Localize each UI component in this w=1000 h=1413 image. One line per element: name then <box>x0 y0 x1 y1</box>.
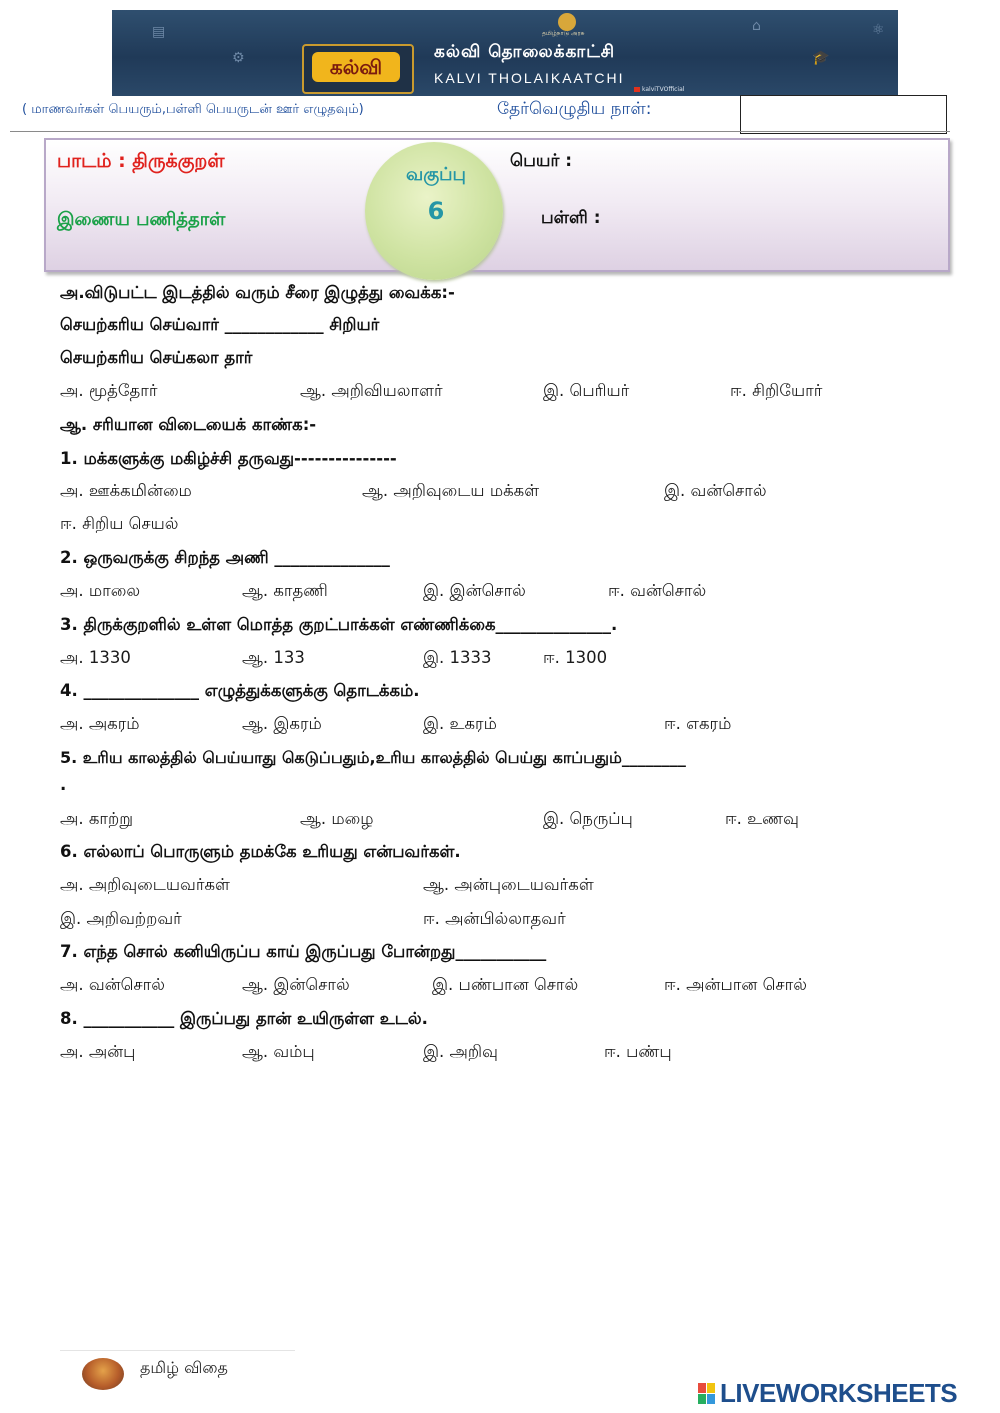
answer-option[interactable]: ஆ. இகரம் <box>242 714 322 733</box>
answer-option[interactable]: ஆ. அன்புடையவர்கள் <box>423 875 594 894</box>
divider <box>10 131 950 132</box>
section-b-heading: ஆ. சரியான விடையைக் காண்க:- <box>60 415 317 434</box>
question-5: 5. உரிய காலத்தில் பெய்யாது கெடுப்பதும்,உரிய காலத்தில் பெய்து காப்பதும்________ <box>60 748 686 767</box>
answer-option[interactable]: ஈ. பண்பு <box>604 1042 672 1061</box>
class-label: வகுப்பு <box>406 164 466 185</box>
youtube-icon <box>634 87 640 92</box>
author-name: தமிழ் விதை <box>140 1358 228 1377</box>
drag-option[interactable]: ஆ. அறிவியலாளர் <box>300 381 443 400</box>
answer-option[interactable]: அ. அகரம் <box>60 714 140 733</box>
exam-date-label: தேர்வெழுதிய நாள்: <box>497 99 652 119</box>
student-name-label: பெயர் : <box>510 151 573 171</box>
drag-option[interactable]: இ. பெரியர் <box>543 381 630 400</box>
instruction-text: ( மாணவர்கள் பெயரும்,பள்ளி பெயருடன் ஊர் எழுதவும்) <box>22 102 364 117</box>
question-6: 6. எல்லாப் பொருளும் தமக்கே உரியது என்பவர்கள். <box>60 842 461 861</box>
kalvi-logo <box>302 44 414 94</box>
school-icon: ⌂ <box>752 18 761 34</box>
answer-option[interactable]: இ. நெருப்பு <box>543 809 633 828</box>
answer-option[interactable]: இ. உகரம் <box>423 714 497 733</box>
answer-option[interactable]: ஆ. மழை <box>300 809 374 828</box>
question-3: 3. திருக்குறளில் உள்ள மொத்த குறட்பாக்கள் எண்ணிக்கை______________. <box>60 615 618 634</box>
answer-option[interactable]: இ. அறிவு <box>423 1042 498 1061</box>
answer-option[interactable]: அ. மாலை <box>60 581 141 600</box>
question-2: 2. ஒருவருக்கு சிறந்த அணி ______________ <box>60 548 390 567</box>
banner-title-english: KALVI THOLAIKAATCHI <box>434 70 625 86</box>
class-number: 6 <box>427 197 445 225</box>
book-icon: ▤ <box>152 24 166 40</box>
banner-title-tamil: கல்வி தொலைக்காட்சி <box>434 42 616 62</box>
youtube-handle: kalviTVOfficial <box>642 86 685 93</box>
question-4: 4. ______________ எழுத்துக்களுக்கு தொடக்கம். <box>60 681 420 700</box>
answer-option[interactable]: இ. பண்பான சொல் <box>432 975 579 994</box>
question-8: 8. ___________ இருப்பது தான் உயிருள்ள உடல். <box>60 1009 428 1028</box>
answer-option[interactable]: இ. இன்சொல் <box>423 581 526 600</box>
kalvi-logo-text: கல்வி <box>312 52 400 82</box>
gear-icon: ⚙ <box>232 50 245 66</box>
liveworksheets-logo-icon <box>698 1383 716 1405</box>
answer-option[interactable]: ஈ. உணவு <box>725 809 799 828</box>
answer-option[interactable]: ஈ. எகரம் <box>664 714 732 733</box>
answer-option[interactable]: அ. ஊக்கமின்மை <box>60 481 192 500</box>
question-1: 1. மக்களுக்கு மகிழ்ச்சி தருவது--------------- <box>60 449 397 468</box>
answer-option[interactable]: அ. வன்சொல் <box>60 975 165 994</box>
header-banner <box>112 10 898 96</box>
worksheet-type: இணைய பணித்தாள் <box>57 209 226 230</box>
answer-option[interactable]: ஈ. 1300 <box>543 648 608 667</box>
kural-line-2: செயற்கரிய செய்கலா தார் <box>60 348 253 367</box>
answer-option[interactable]: அ. அறிவுடையவர்கள் <box>60 875 230 894</box>
liveworksheets-brand[interactable]: LIVEWORKSHEETS <box>720 1378 958 1408</box>
answer-option[interactable]: ஈ. வன்சொல் <box>608 581 707 600</box>
section-a-heading: அ.விடுபட்ட இடத்தில் வரும் சீரை இழுத்து வைக்க:- <box>60 283 455 302</box>
answer-option[interactable]: ஈ. சிறிய செயல் <box>60 514 179 533</box>
graduation-cap-icon: 🎓 <box>812 50 830 66</box>
answer-option[interactable]: அ. 1330 <box>60 648 131 667</box>
answer-option[interactable]: ஆ. இன்சொல் <box>242 975 350 994</box>
answer-option[interactable]: ஆ. 133 <box>242 648 305 667</box>
answer-option[interactable]: ஈ. அன்பில்லாதவர் <box>423 909 566 928</box>
gov-label: தமிழ்நாடு அரசு <box>542 30 585 37</box>
school-name-label: பள்ளி : <box>541 208 601 228</box>
question-5-continued: . <box>60 775 67 794</box>
author-avatar <box>82 1358 124 1390</box>
exam-date-input[interactable] <box>740 95 947 134</box>
answer-option[interactable]: ஆ. அறிவுடைய மக்கள் <box>362 481 540 500</box>
answer-option[interactable]: ஈ. அன்பான சொல் <box>664 975 807 994</box>
kural-line-1[interactable]: செயற்கரிய செய்வார் ____________ சிறியர் <box>60 315 380 334</box>
tn-emblem-icon <box>558 13 576 31</box>
answer-option[interactable]: இ. வன்சொல் <box>664 481 767 500</box>
answer-option[interactable]: இ. 1333 <box>423 648 492 667</box>
question-7: 7. எந்த சொல் கனியிருப்ப காய் இருப்பது போன்றது___________ <box>60 942 547 961</box>
drag-option[interactable]: அ. மூத்தோர் <box>60 381 158 400</box>
atom-icon: ⚛ <box>872 22 885 38</box>
answer-option[interactable]: ஆ. வம்பு <box>242 1042 315 1061</box>
footer-divider <box>60 1350 295 1351</box>
subject-label: பாடம் : திருக்குறள் <box>57 150 225 172</box>
answer-option[interactable]: ஆ. காதணி <box>242 581 328 600</box>
answer-option[interactable]: இ. அறிவற்றவர் <box>60 909 182 928</box>
answer-option[interactable]: அ. காற்று <box>60 809 134 828</box>
answer-option[interactable]: அ. அன்பு <box>60 1042 136 1061</box>
drag-option[interactable]: ஈ. சிறியோர் <box>730 381 823 400</box>
